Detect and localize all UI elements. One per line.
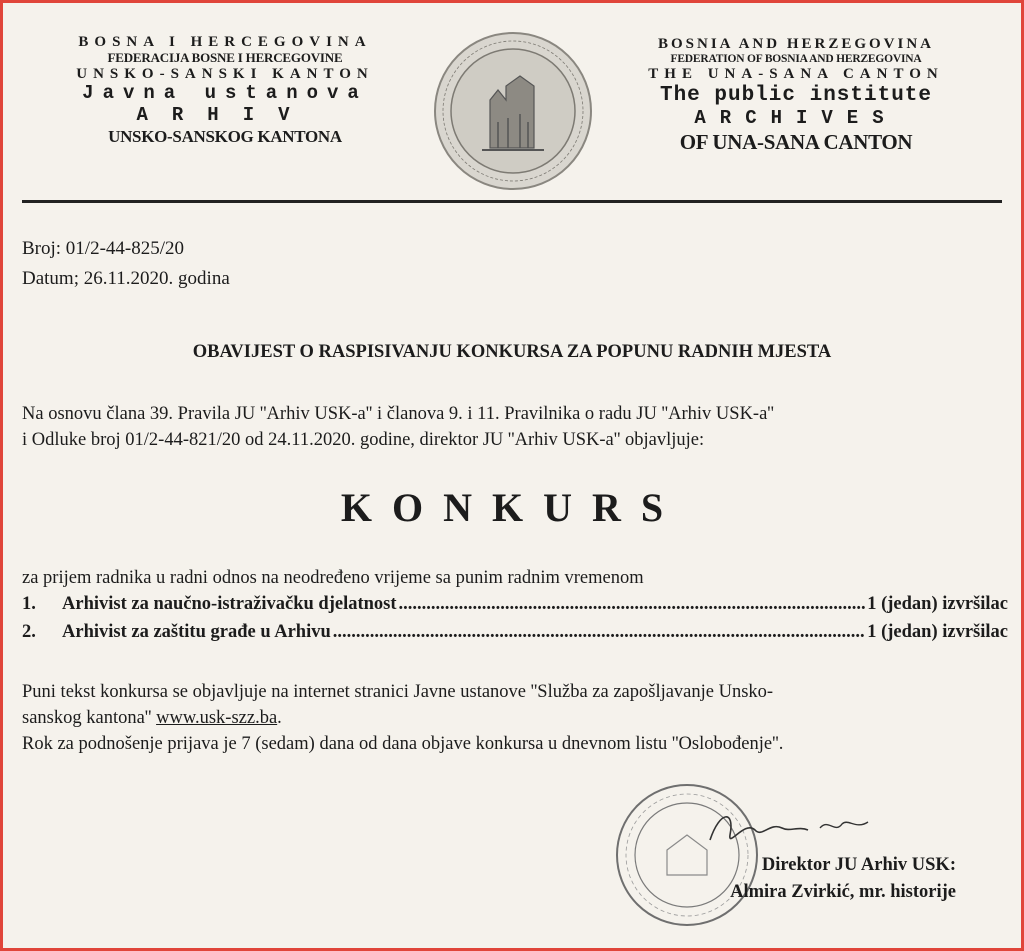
director-role: Direktor JU Arhiv USK: — [761, 855, 956, 875]
header-left-archive: ARHIV — [136, 104, 314, 127]
konkurs-heading: KONKURS — [340, 485, 684, 530]
position-title: Arhivist za zaštitu građe u Arhivu — [62, 622, 331, 642]
header-left-institution-type: Javna ustanova — [82, 82, 368, 105]
positions-intro: za prijem radnika u radni odnos na neodređeno vrijeme sa punim radnim vremenom — [22, 568, 644, 588]
header-left — [40, 34, 410, 147]
header-left-canton: UNSKO-SANSKI KANTON — [76, 66, 374, 83]
header-right-institution-type: The public institute — [659, 83, 933, 107]
document-date: Datum; 26.11.2020. godina — [22, 268, 230, 289]
closing-line-3: Rok za podnošenje prijava je 7 (sedam) dana od dana objave konkursa u dnevnom listu ''Oslobođenje''. — [22, 733, 784, 754]
position-count: 1 (jedan) izvršilac — [867, 622, 1008, 642]
header-right-federation: FEDERATION OF BOSNIA AND HERZEGOVINA — [670, 53, 922, 66]
signature-block — [730, 852, 956, 906]
archive-seal-icon — [432, 30, 594, 192]
director-name: Almira Zvirkić, mr. historije — [730, 881, 956, 902]
document-number: Broj: 01/2-44-825/20 — [22, 238, 185, 259]
position-title: Arhivist za naučno-istraživačku djelatnost — [62, 594, 397, 614]
notice-title: OBAVIJEST O RASPISIVANJU KONKURSA ZA POPUNU RADNIH MJESTA — [192, 342, 832, 362]
header-divider — [22, 200, 1002, 203]
closing-line-2-suffix: . — [277, 707, 282, 728]
intro-line-2: i Odluke broj 01/2-44-821/20 od 24.11.2020. godine, direktor JU ''Arhiv USK-a'' objavljuje: — [22, 429, 705, 450]
closing-line-1: Puni tekst konkursa se objavljuje na internet stranici Javne ustanove ''Služba za zapošljavanje Unsko- — [22, 682, 774, 702]
position-number: 2. — [22, 622, 36, 642]
leader-dots — [333, 622, 865, 643]
intro-line-1: Na osnovu člana 39. Pravila JU ''Arhiv USK-a'' i članova 9. i 11. Pravilnika o radu JU ''Arhiv USK-a'' — [22, 404, 774, 424]
header-right-canton: THE UNA-SANA CANTON — [648, 66, 944, 83]
leader-dots — [399, 594, 866, 615]
header-right-archive: ARCHIVES — [694, 106, 898, 129]
handwritten-signature-icon — [690, 800, 890, 860]
header-left-canton-name: UNSKO-SANSKOG KANTONA — [108, 127, 342, 147]
closing-line-2-prefix: sanskog kantona'' — [22, 707, 157, 728]
position-item-2 — [22, 622, 1008, 643]
header-left-country: BOSNA I HERCEGOVINA — [78, 34, 372, 50]
header-right-country: BOSNIA AND HERZEGOVINA — [657, 36, 935, 52]
header-right-canton-name: OF UNA-SANA CANTON — [679, 129, 913, 154]
closing-paragraph — [22, 680, 1012, 758]
intro-paragraph — [22, 402, 1012, 454]
header-left-federation: FEDERACIJA BOSNE I HERCEGOVINE — [107, 50, 343, 66]
header-right — [612, 36, 980, 154]
position-count: 1 (jedan) izvršilac — [867, 594, 1008, 614]
closing-line-2 — [22, 706, 1012, 732]
position-item-1 — [22, 594, 1008, 615]
position-number: 1. — [22, 594, 36, 614]
website-link[interactable]: www.usk-szz.ba — [156, 707, 278, 728]
